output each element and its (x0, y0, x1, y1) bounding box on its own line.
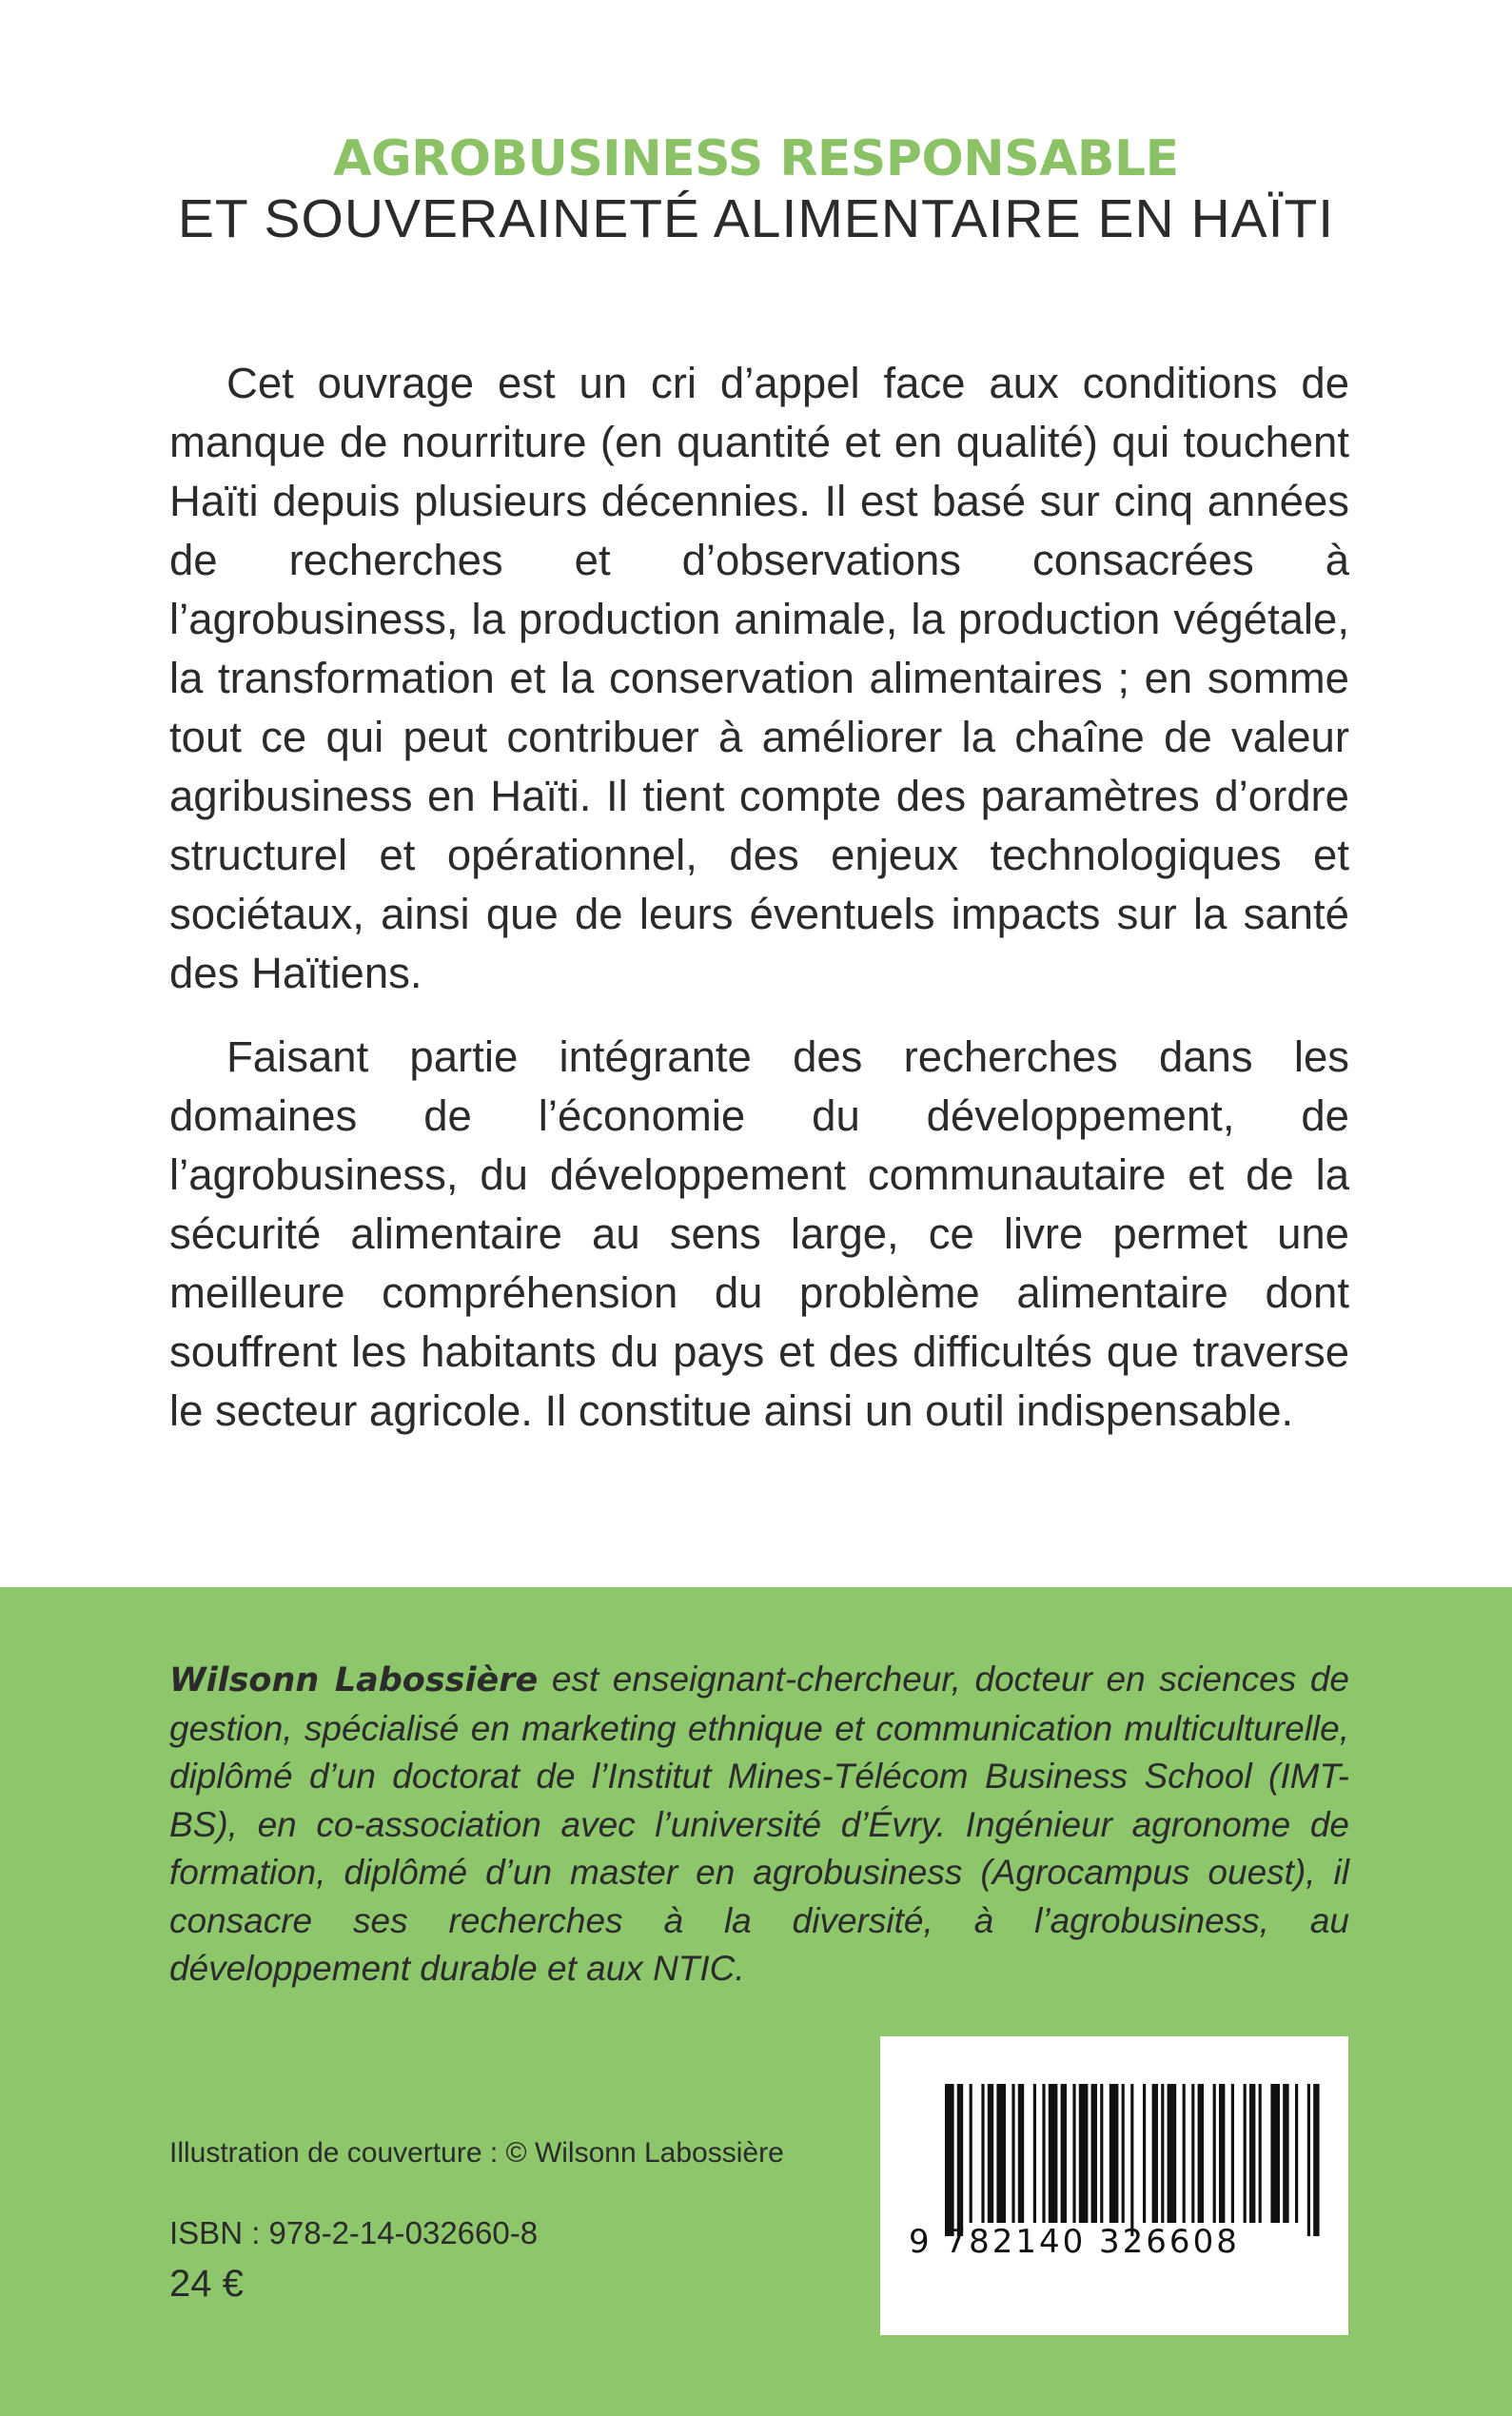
barcode-bar (1011, 2084, 1014, 2223)
barcode-bar (981, 2084, 984, 2223)
barcode-bar (1295, 2084, 1298, 2223)
barcode-bar (1183, 2084, 1186, 2223)
author-bio (169, 1656, 1349, 1994)
barcode-bar (1091, 2084, 1097, 2223)
barcode-digits: 9 782140 326608 (909, 2223, 1240, 2261)
barcode-bar (1143, 2084, 1146, 2223)
title-block (0, 131, 1512, 249)
barcode-bar (1219, 2084, 1225, 2223)
barcode-bar (1072, 2084, 1075, 2223)
summary-paragraph-1: Cet ouvrage est un cri d’appel face aux conditions de manque de nourriture (en quantité et en qualité) qui touchent Haïti depuis plusieurs décennies. Il est basé sur cinq années de recherches et d’observations consacrées à l’agrobusiness, la production animale, la production végétale, la transformation et la conservation alimentaires ; en somme tout ce qui peut contribuer à améliorer la chaîne de valeur agribusiness en Haïti. Il tient compte des paramètres d’ordre structurel et opérationnel, des enjeux technologiques et sociétaux, ainsi que de leurs éventuels impacts sur la santé des Haïtiens. (169, 359, 1349, 997)
barcode-bar (970, 2084, 972, 2223)
barcode (880, 2036, 1348, 2335)
barcode-bar (1168, 2084, 1177, 2223)
barcode-bar (1249, 2084, 1255, 2223)
barcode-bar (945, 2084, 954, 2236)
barcode-bar (1042, 2084, 1045, 2223)
barcode-bar (1191, 2084, 1194, 2223)
barcode-bar (1079, 2084, 1089, 2223)
barcode-bar (1109, 2084, 1119, 2223)
barcode-bar (957, 2084, 963, 2236)
barcode-bar (1033, 2084, 1036, 2223)
barcode-bar (1130, 2084, 1133, 2236)
barcode-bar (1049, 2084, 1058, 2223)
barcode-bar (1307, 2084, 1310, 2236)
barcode-bar (1061, 2084, 1067, 2223)
summary-paragraph-2: Faisant partie intégrante des recherches dans les domaines de l’économie du développement, de l’agrobusiness, du développement communautaire et de la sécurité alimentaire au sens large, ce livre permet une meilleure compréhension du problème alimentaire dont souffrent les habitants du pays et des difficultés que traverse le secteur agricole. Il constitue ainsi un outil indispensable. (169, 1032, 1349, 1435)
barcode-bar (1152, 2084, 1158, 2223)
isbn: ISBN : 978-2-14-032660-8 (169, 2215, 539, 2250)
barcode-bar (1213, 2084, 1216, 2223)
barcode-bar (996, 2084, 1006, 2223)
barcode-bar (1231, 2084, 1234, 2223)
book-summary (169, 354, 1349, 1441)
barcode-bar (1198, 2084, 1204, 2223)
author-bio-text: est enseignant-chercheur, docteur en sciences de gestion, spécialisé en marketing ethnique et communication multiculturelle, diplômé d’un doctorat de l’Institut Mines-Télécom Business School (IMT-BS), en co-association avec l’université d’Évry. Ingénieur agronome de formation, diplômé d’un master en agrobusiness (Agrocampus ouest), il consacre ses recherches à la diversité, à l’agrobusiness, au développement durable et aux NTIC. (169, 1660, 1349, 1988)
barcode-bar (1259, 2084, 1262, 2223)
barcode-bar (1313, 2084, 1319, 2236)
barcode-bar (1161, 2084, 1164, 2223)
barcode-bar (1018, 2084, 1024, 2223)
title-line-2: ET SOUVERAINETÉ ALIMENTAIRE EN HAÏTI (177, 188, 1335, 249)
barcode-bar (1270, 2084, 1280, 2223)
title-line-1: AGROBUSINESS RESPONSABLE (333, 130, 1179, 187)
price: 24 € (169, 2263, 244, 2305)
author-name: Wilsonn Labossière (169, 1661, 539, 1699)
barcode-bar (988, 2084, 993, 2223)
barcode-bar (1100, 2084, 1103, 2223)
barcode-bar (1122, 2084, 1125, 2223)
barcode-bar (1283, 2084, 1288, 2223)
barcode-bar (1244, 2084, 1247, 2223)
illustration-credit: Illustration de couverture : © Wilsonn Labossière (169, 2137, 784, 2169)
barcode-icon (880, 2036, 1348, 2335)
